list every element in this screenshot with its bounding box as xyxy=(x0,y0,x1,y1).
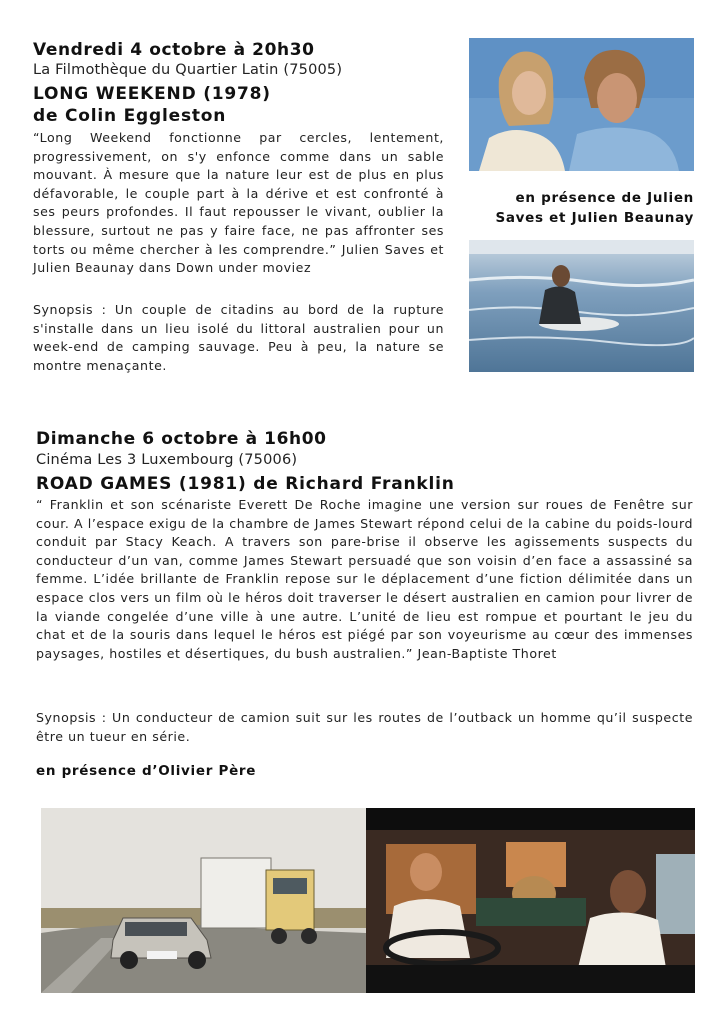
event2-quote: “ Franklin et son scénariste Everett De Roche imagine une version sur roues de Fenêtre sur cour. A l’espace exigu de la chambre de James Stewart répond celui de la cabine du poids-lourd conduit par Stacy Keach. A travers son pare-brise il observe les agissements suspects du conducteur d’un van, comme James Stewart persuadé que son voisin d’en face a assassiné sa femme. L’idée brillante de Franklin repose sur le déplacement d’une fiction délimitée dans un espace clos vers un film où le héros doit traverser le désert australien en camion pour livrer de la viande congelée d’une ville à une autre. L’unité de lieu est rompue et pourtant le jeu du chat et de la souris dans lequel le héros est piégé par son voyeurisme au cœur des immenses paysages, hostiles et désertiques, du bush australien.” Jean-Baptiste Thoret xyxy=(36,497,693,661)
event2-date: Dimanche 6 octobre à 16h00 xyxy=(36,429,327,449)
event2-title: ROAD GAMES (1981) de Richard Franklin xyxy=(36,474,455,494)
event1-title: LONG WEEKEND (1978) xyxy=(33,84,271,104)
event2-presence: en présence d’Olivier Père xyxy=(36,763,257,779)
event1-synopsis: Synopsis : Un couple de citadins au bord de la rupture s'installe dans un lieu isolé du littoral australien pour un week-end de camping sauvage. Peu à peu, la nature se montre menaçante. xyxy=(33,302,444,373)
event2-venue: Cinéma Les 3 Luxembourg (75006) xyxy=(36,452,298,468)
event1-venue: La Filmothèque du Quartier Latin (75005) xyxy=(33,62,343,78)
surfer-photo xyxy=(469,240,694,372)
road-photo xyxy=(41,808,366,993)
event1-quote: “Long Weekend fonctionne par cercles, lentement, progressivement, on s'y enfonce comme dans un sable mouvant. À mesure que la nature leur est de plus en plus défavorable, le couple part à la dérive et est confronté à ses peurs profondes. Il faut repousser le vivant, oublier la blessure, surtout ne pas y faire face, ne pas affronter ses torts ou même chercher à les comprendre.” Julien Saves et Julien Beaunay dans Down under moviez xyxy=(33,130,444,276)
event1-director: de Colin Eggleston xyxy=(33,106,227,126)
event1-date: Vendredi 4 octobre à 20h30 xyxy=(33,40,315,60)
couple-photo xyxy=(469,38,694,171)
cabin-photo xyxy=(366,808,695,993)
event1-presence: en présence de Julien Saves et Julien Beaunay xyxy=(495,190,694,226)
event2-synopsis: Synopsis : Un conducteur de camion suit sur les routes de l’outback un homme qu’il suspecte être un tueur en série. xyxy=(36,710,693,744)
